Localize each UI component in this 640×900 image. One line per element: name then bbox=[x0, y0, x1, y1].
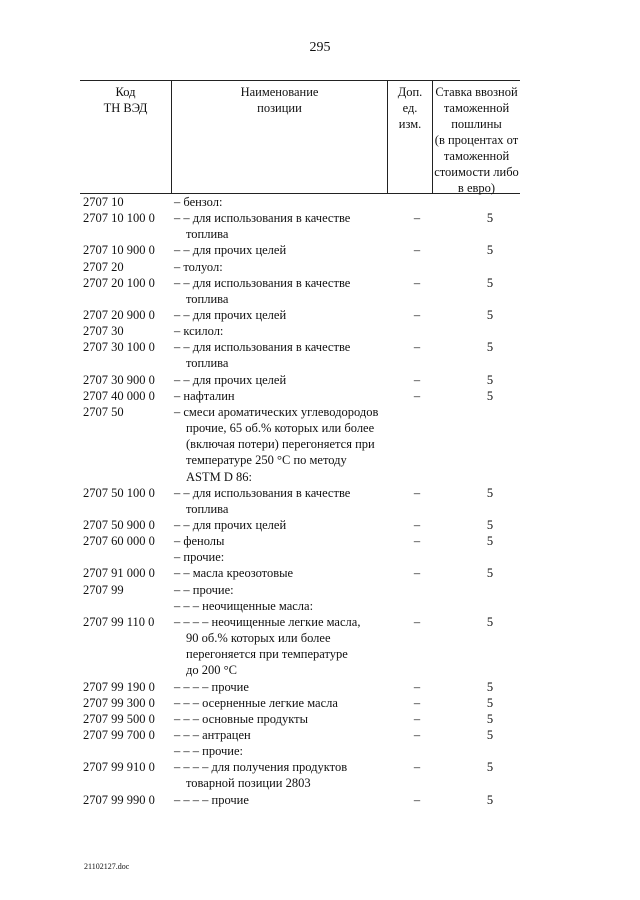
row-rate: 5 bbox=[486, 243, 494, 258]
row-name bbox=[174, 743, 384, 759]
row-name bbox=[174, 210, 384, 242]
header-code: Код ТН ВЭД bbox=[103, 85, 148, 115]
row-code: 2707 99 110 0 bbox=[83, 614, 155, 629]
row-unit: – bbox=[413, 211, 421, 226]
row-name-line: прочие, 65 об.% которых или более bbox=[186, 421, 375, 436]
row-name-line: – – для использования в качестве bbox=[174, 485, 351, 500]
table-row bbox=[80, 565, 520, 581]
row-code: 2707 20 bbox=[83, 259, 124, 274]
row-name bbox=[174, 323, 384, 339]
row-code: 2707 20 100 0 bbox=[83, 275, 155, 290]
row-code: 2707 99 bbox=[83, 582, 124, 597]
table-row bbox=[80, 759, 520, 791]
row-code: 2707 30 100 0 bbox=[83, 340, 155, 355]
row-code: 2707 30 bbox=[83, 324, 124, 339]
row-rate: 5 bbox=[486, 760, 494, 775]
row-name bbox=[174, 614, 384, 679]
row-unit: – bbox=[413, 792, 421, 807]
row-name-line: – бензол: bbox=[174, 195, 223, 209]
table-row bbox=[80, 517, 520, 533]
row-name-line: – – масла креозотовые bbox=[174, 566, 294, 581]
row-code: 2707 60 000 0 bbox=[83, 534, 155, 549]
row-code: 2707 50 bbox=[83, 404, 124, 419]
row-name bbox=[174, 533, 384, 549]
document-footer: 21102127.doc bbox=[84, 862, 130, 871]
row-name-line: – – для использования в качестве bbox=[174, 275, 351, 290]
table-row bbox=[80, 695, 520, 711]
row-name-line: – – – – неочищенные легкие масла, bbox=[174, 614, 361, 629]
row-rate: 5 bbox=[486, 727, 494, 742]
row-code: 2707 99 190 0 bbox=[83, 679, 155, 694]
row-name-line: топлива bbox=[186, 227, 229, 242]
row-name-line: (включая потери) перегоняется при bbox=[186, 437, 375, 452]
row-name bbox=[174, 388, 384, 404]
row-name bbox=[174, 242, 384, 258]
row-code: 2707 40 000 0 bbox=[83, 388, 155, 403]
row-unit: – bbox=[413, 695, 421, 710]
header-name: Наименование позиции bbox=[240, 85, 319, 115]
row-name bbox=[174, 517, 384, 533]
table-row bbox=[80, 404, 520, 484]
row-code: 2707 10 bbox=[83, 195, 124, 209]
row-rate: 5 bbox=[486, 340, 494, 355]
row-name-line: – – для прочих целей bbox=[174, 308, 287, 323]
row-name-line: – прочие: bbox=[174, 550, 225, 565]
table-row bbox=[80, 582, 520, 598]
header-unit: Доп. ед. изм. bbox=[397, 85, 423, 131]
table-row bbox=[80, 372, 520, 388]
row-rate: 5 bbox=[486, 792, 494, 807]
row-name-line: – – – – прочие bbox=[174, 679, 249, 694]
row-name-line: – – для использования в качестве bbox=[174, 211, 351, 226]
row-name-line: топлива bbox=[186, 356, 229, 371]
row-name bbox=[174, 711, 384, 727]
row-rate: 5 bbox=[486, 372, 494, 387]
table-row bbox=[80, 485, 520, 516]
row-name-line: температуре 250 °С по методу bbox=[186, 453, 347, 468]
row-unit: – bbox=[413, 614, 421, 629]
row-name-line: – – – – прочие bbox=[174, 792, 249, 807]
row-unit: – bbox=[413, 485, 421, 500]
row-rate: 5 bbox=[486, 275, 494, 290]
row-name bbox=[174, 759, 384, 791]
row-name bbox=[174, 679, 384, 695]
row-rate: 5 bbox=[486, 614, 494, 629]
table-row bbox=[80, 323, 520, 339]
row-name bbox=[174, 372, 384, 388]
row-rate: 5 bbox=[486, 679, 494, 694]
row-name bbox=[174, 549, 384, 565]
row-name-line: – – – основные продукты bbox=[174, 711, 309, 726]
row-name-line: – ксилол: bbox=[174, 324, 224, 339]
row-name-line: – нафталин bbox=[174, 388, 235, 403]
table-row bbox=[80, 711, 520, 727]
row-name bbox=[174, 404, 384, 485]
table-row bbox=[80, 242, 520, 258]
row-name bbox=[174, 582, 384, 598]
row-rate: 5 bbox=[486, 211, 494, 226]
row-unit: – bbox=[413, 534, 421, 549]
table-row bbox=[80, 307, 520, 323]
row-name bbox=[174, 259, 384, 275]
row-code: 2707 99 910 0 bbox=[83, 760, 155, 775]
row-name-line: – – – неочищенные масла: bbox=[174, 598, 314, 613]
row-name bbox=[174, 695, 384, 711]
row-rate: 5 bbox=[486, 566, 494, 581]
table-row bbox=[80, 259, 520, 275]
table-row bbox=[80, 210, 520, 242]
table-header bbox=[80, 80, 520, 193]
row-name bbox=[174, 307, 384, 323]
row-name-line: – толуол: bbox=[174, 259, 223, 274]
row-rate: 5 bbox=[486, 695, 494, 710]
row-code: 2707 99 700 0 bbox=[83, 727, 155, 742]
row-name-line: – – – осерненные легкие масла bbox=[174, 695, 338, 710]
row-name-line: топлива bbox=[186, 501, 229, 516]
row-rate: 5 bbox=[486, 518, 494, 532]
row-unit: – bbox=[413, 372, 421, 387]
row-name-line: до 200 °С bbox=[186, 663, 237, 678]
row-name bbox=[174, 275, 384, 307]
row-name-line: – смеси ароматических углеводородов bbox=[174, 404, 379, 419]
row-name bbox=[174, 792, 384, 808]
row-name bbox=[174, 565, 384, 581]
row-code: 2707 30 900 0 bbox=[83, 372, 155, 387]
row-name bbox=[174, 339, 384, 371]
row-code: 2707 10 100 0 bbox=[83, 211, 155, 226]
row-unit: – bbox=[413, 727, 421, 742]
table-row bbox=[80, 614, 520, 678]
row-name-line: топлива bbox=[186, 291, 229, 306]
row-unit: – bbox=[413, 760, 421, 775]
row-unit: – bbox=[413, 243, 421, 258]
row-name bbox=[174, 598, 384, 614]
table-row bbox=[80, 388, 520, 404]
row-name bbox=[174, 485, 384, 517]
row-code: 2707 99 300 0 bbox=[83, 695, 155, 710]
table-row bbox=[80, 727, 520, 743]
page-number: 295 bbox=[309, 40, 331, 55]
row-unit: – bbox=[413, 518, 421, 532]
row-unit: – bbox=[413, 388, 421, 403]
row-rate: 5 bbox=[486, 388, 494, 403]
table-row bbox=[80, 792, 520, 808]
row-name-line: товарной позиции 2803 bbox=[186, 776, 311, 791]
row-name bbox=[174, 194, 384, 210]
table-row bbox=[80, 549, 520, 565]
row-name-line: – – для прочих целей bbox=[174, 518, 287, 532]
row-code: 2707 91 000 0 bbox=[83, 566, 155, 581]
row-name-line: – фенолы bbox=[174, 534, 225, 549]
row-name-line: – – для прочих целей bbox=[174, 372, 287, 387]
row-rate: 5 bbox=[486, 534, 494, 549]
table-row bbox=[80, 533, 520, 549]
table-row bbox=[80, 743, 520, 759]
row-code: 2707 10 900 0 bbox=[83, 243, 155, 258]
row-name-line: – – – – для получения продуктов bbox=[174, 760, 348, 775]
row-code: 2707 99 990 0 bbox=[83, 792, 155, 807]
row-name-line: 90 об.% которых или более bbox=[186, 631, 331, 646]
table-row bbox=[80, 194, 520, 210]
row-name-line: – – – прочие: bbox=[174, 744, 243, 759]
row-rate: 5 bbox=[486, 711, 494, 726]
row-rate: 5 bbox=[486, 308, 494, 323]
row-unit: – bbox=[413, 679, 421, 694]
row-name-line: – – – антрацен bbox=[174, 727, 251, 742]
row-unit: – bbox=[413, 566, 421, 581]
row-code: 2707 20 900 0 bbox=[83, 308, 155, 323]
row-unit: – bbox=[413, 711, 421, 726]
row-code: 2707 99 500 0 bbox=[83, 711, 155, 726]
row-code: 2707 50 900 0 bbox=[83, 518, 155, 532]
table-row bbox=[80, 275, 520, 306]
row-unit: – bbox=[413, 308, 421, 323]
row-name-line: – – для использования в качестве bbox=[174, 340, 351, 355]
table-row bbox=[80, 339, 520, 371]
row-code: 2707 50 100 0 bbox=[83, 485, 155, 500]
row-name-line: ASTM D 86: bbox=[186, 469, 252, 484]
table-row bbox=[80, 679, 520, 695]
row-name-line: перегоняется при температуре bbox=[186, 647, 348, 662]
row-rate: 5 bbox=[486, 485, 494, 500]
table-row bbox=[80, 598, 520, 614]
row-name-line: – – прочие: bbox=[174, 582, 234, 597]
row-unit: – bbox=[413, 340, 421, 355]
row-unit: – bbox=[413, 275, 421, 290]
row-name bbox=[174, 727, 384, 743]
header-rate: Ставка ввозной таможенной пошлины (в процентах от таможенной стоимости либо в евро) bbox=[434, 85, 519, 195]
row-name-line: – – для прочих целей bbox=[174, 243, 287, 258]
